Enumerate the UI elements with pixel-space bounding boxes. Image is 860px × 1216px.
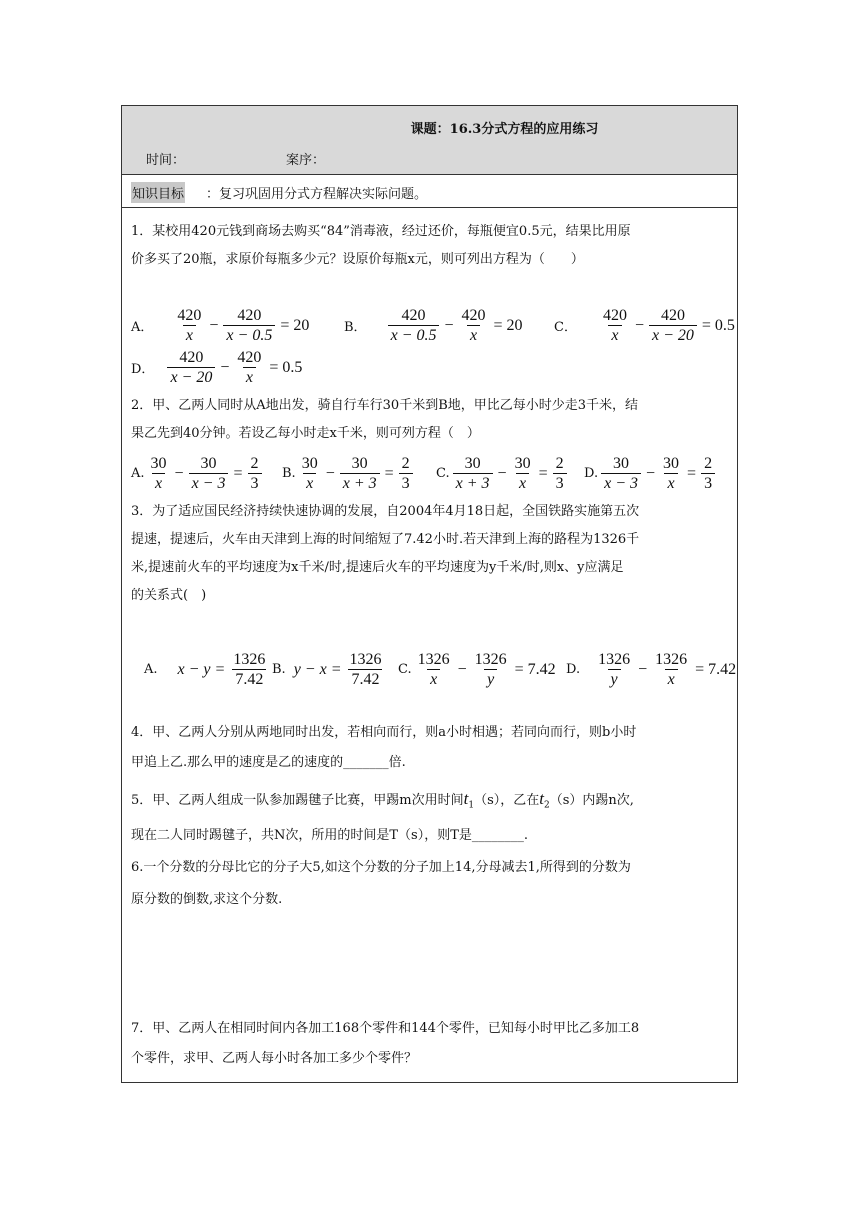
header-row <box>122 106 737 175</box>
q3-text: 3．为了适应国民经济持续快速协调的发展，自2004年4月18日起，全国铁路实施第五次 提速，提速后，火车由天津到上海的时间缩短了7.42小时.若天津到上海的路程为1326千 米,提速前火车的平均速度为x千米/时,提速后火车的平均速度为y千米/时,则x、y应满足 的关系式( ) <box>131 504 640 603</box>
q1-option-a: A． $\frac{420}{x}$ − $\frac{420}{x - 0.5}$ = 20 <box>131 307 310 344</box>
goal-label: 知识目标 <box>131 182 185 203</box>
q3-option-d: D. $\frac{1326}{y}$ − $\frac{1326}{x}$ = 7.42 <box>566 651 737 688</box>
worksheet-table <box>121 105 738 1083</box>
q3-option-a: A. x − y = $\frac{1326}{7.42}$ <box>144 651 266 688</box>
q6-text: 6.一个分数的分母比它的分子大5,如这个分数的分子加上14,分母减去1,所得到的分数为 原分数的倒数,求这个分数. <box>131 860 631 907</box>
goal-row <box>122 175 737 208</box>
goal-text: ：复习巩固用分式方程解决实际问题。 <box>206 187 428 202</box>
q3-option-c: C. $\frac{1326}{x}$ − $\frac{1326}{y}$ = 7.42 <box>398 651 556 688</box>
q2-option-c: C. $\frac{30}{x + 3}$ − $\frac{30}{x}$ = $\frac{2}{3}$ <box>436 454 570 493</box>
questions <box>122 206 737 1082</box>
case-label: 案序： <box>286 153 326 168</box>
q2-option-b: B. $\frac{30}{x}$ − $\frac{30}{x + 3}$ = $\frac{2}{3}$ <box>282 454 416 493</box>
time-label: 时间： <box>146 153 186 168</box>
q4-text: 4．甲、乙两人分别从两地同时出发，若相向而行，则a小时相遇；若同向而行，则b小时 甲追上乙.那么甲的速度是乙的速度的_______倍. <box>131 725 637 770</box>
q2-text: 2．甲、乙两人同时从A地出发，骑自行车行30千米到B地，甲比乙每小时少走3千米，结 果乙先到40分钟。若设乙每小时走x千米，则可列方程（ ） <box>131 398 639 441</box>
q7-text: 7．甲、乙两人在相同时间内各加工168个零件和144个零件，已知每小时甲比乙多加工8 个零件，求甲、乙两人每小时各加工多少个零件？ <box>131 1021 640 1066</box>
q1-option-b: B． $\frac{420}{x - 0.5}$ − $\frac{420}{x}$ = 20 <box>344 307 523 344</box>
q1-option-c: C． $\frac{420}{x}$ − $\frac{420}{x - 20}$ = 0.5 <box>554 307 735 344</box>
q1-option-d: D． $\frac{420}{x - 20}$ − $\frac{420}{x}$ = 0.5 <box>131 349 303 386</box>
page-title: 课题：16.3分式方程的应用练习 <box>410 122 599 137</box>
q1-text: 1．某校用420元钱到商场去购买“84”消毒液，经过还价，每瓶便宜0.5元，结果比用原 价多买了20瓶，求原价每瓶多少元？设原价每瓶x元，则可列出方程为（ ） <box>131 224 631 267</box>
q2-option-d: D. $\frac{30}{x - 3}$ − $\frac{30}{x}$ = $\frac{2}{3}$ <box>584 454 718 493</box>
q2-option-a: A. $\frac{30}{x}$ − $\frac{30}{x - 3}$ = $\frac{2}{3}$ <box>131 454 265 493</box>
q5-text: 5．甲、乙两人组成一队参加踢毽子比赛，甲踢m次用时间$t_1(s)$，乙在$t_2(s)$内踢n次, 现在二人同时踢毽子，共N次，所用的时间是T（s），则T是________. <box>131 789 634 843</box>
q3-option-b: B. y − x = $\frac{1326}{7.42}$ <box>272 651 382 688</box>
